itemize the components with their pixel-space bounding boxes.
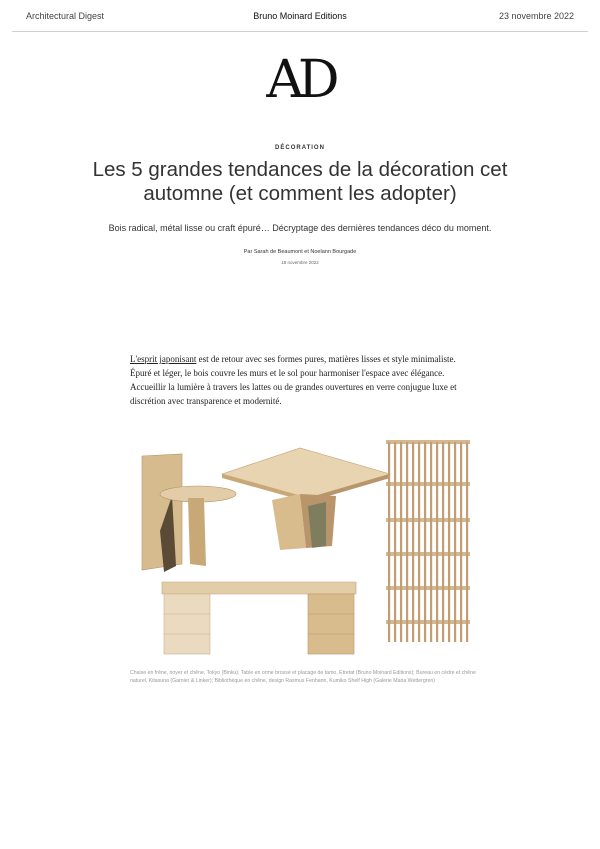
article-subtitle: Bois radical, métal lisse ou craft épuré… Décryptage des dernières tendances déco du moment.	[108, 223, 492, 233]
desk-illustration	[162, 582, 356, 654]
edition-name: Bruno Moinard Editions	[253, 11, 347, 21]
publication-name: Architectural Digest	[26, 11, 105, 21]
section-kicker[interactable]: DÉCORATION	[275, 145, 325, 151]
image-caption: Chaise en frêne, noyer et chêne, Tokyo (Binku); Table en orme brossé et placage de tamo, Etretat (Bruno Moinard Editions); Bureau en cèdre et chêne naturel, Kitasuna (Garnier & Linker); Bibliothèque en chêne, design Rasmus Fenhann, Kumiko Shelf High (Galerie Maria Wettergren)	[130, 670, 476, 684]
bookshelf-illustration	[386, 440, 470, 642]
header-divider	[12, 31, 588, 32]
header-date: 23 novembre 2022	[498, 11, 574, 21]
article-body	[130, 352, 478, 408]
top-bar	[0, 0, 600, 32]
article-byline: Par Sarah de Beaumont et Noelann Bourgade	[243, 249, 357, 255]
chair-illustration	[142, 454, 236, 572]
furniture-image	[130, 436, 480, 666]
article-date: 18 novembre 2022	[281, 260, 319, 265]
article-title: Les 5 grandes tendances de la décoration cet automne (et comment les adopter)	[92, 158, 508, 205]
body-text-rest: est de retour avec ses formes pures, matières lisses et style minimaliste. Épuré et léger, le bois couvre les murs et le sol pour harmoniser l'espace avec élégance. Accueillir la lumière à travers les lattes ou de grandes ouvertures en verre conjugue luxe et discrétion avec transparence et modernité.	[130, 354, 457, 406]
ad-logo[interactable]: AD	[266, 50, 334, 110]
table-illustration	[222, 448, 390, 550]
body-link[interactable]: L'esprit japonisant	[130, 354, 197, 364]
